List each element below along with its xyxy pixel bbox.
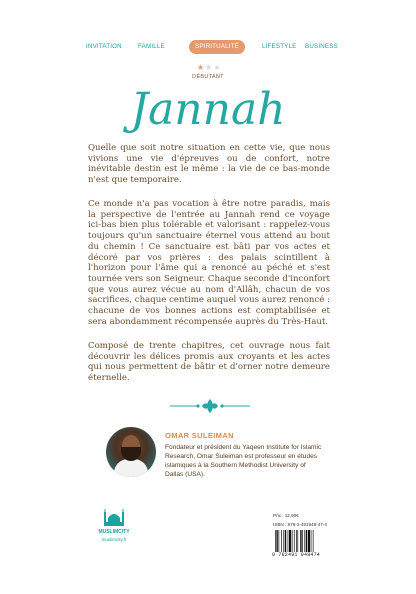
star-filled-icon: ★ <box>197 63 206 72</box>
star-empty-icon: ★ <box>213 63 222 72</box>
publisher-logo <box>94 508 134 552</box>
nav-item-spiritualite[interactable]: SPIRITUALITÉ <box>189 40 245 54</box>
author-bio: Fondateur et président du Yaqeen Institute for Islamic Research, Omar Suleiman est professeur en études islamiques à la Southern Methodist University of Dallas (USA). <box>165 444 322 478</box>
author-photo <box>106 427 156 477</box>
nav-item-invitation[interactable]: INVITATION <box>86 43 122 50</box>
ornament-divider-icon <box>168 398 252 414</box>
isbn-label: ISBN : 978-2-491948-47-4 <box>273 522 327 527</box>
body-paragraph: Composé de trente chapitres, cet ouvrage nous fait découvrir les délices promis aux croyants et les actes qui nous permettent de bâtir et d'orner notre demeure éternelle. <box>88 341 330 384</box>
publisher-site: muslimcity.fr <box>101 537 127 542</box>
star-empty-icon: ★ <box>205 63 214 72</box>
book-title: Jannah <box>130 84 286 135</box>
price-label: Prix : 12,90€ <box>273 513 299 518</box>
nav-item-famille[interactable]: FAMILLE <box>138 43 165 50</box>
body-paragraph: Quelle que soit notre situation en cette vie, que nous vivions une vie d'épreuves ou de confort, notre inévitable destin est le même : la vie de ce bas-monde n'est que temporaire. <box>88 143 330 186</box>
author-name: OMAR SULEIMAN <box>165 431 234 440</box>
category-nav <box>0 40 416 56</box>
barcode-icon <box>275 530 330 552</box>
body-paragraph: Ce monde n'a pas vocation à être notre paradis, mais la perspective de l'entrée au Jannah rend ce voyage ici-bas bien plus tolérable et valorisant : rappelez-vous toujours qu'un sanctuaire éternel vous attend au bout du chemin ! Ce sanctuaire est bâti par vos actes et décoré par vos prières : des palais scintillent à l'horizon pour l'âme qui a renoncé au péché et s'est tournée vers son Seigneur. Chaque seconde d'inconfort que vous aurez vécue au nom d'Allâh, chacun de vos sacrifices, chaque centime auquel vous aurez renoncé : chacune de vos bonnes actions est comptabilisée et sera abondamment récompensée auprès du Très-Haut. <box>88 199 330 327</box>
difficulty-label: DÉBUTANT <box>192 74 224 80</box>
nav-item-lifestyle[interactable]: LIFESTYLE <box>262 43 297 50</box>
difficulty-stars <box>197 63 229 73</box>
publisher-name: MUSLIMCITY <box>98 529 130 535</box>
barcode-digits: 9 782491 948474 <box>272 552 321 558</box>
nav-item-business[interactable]: BUSINESS <box>305 43 338 50</box>
mosque-icon <box>102 508 126 528</box>
